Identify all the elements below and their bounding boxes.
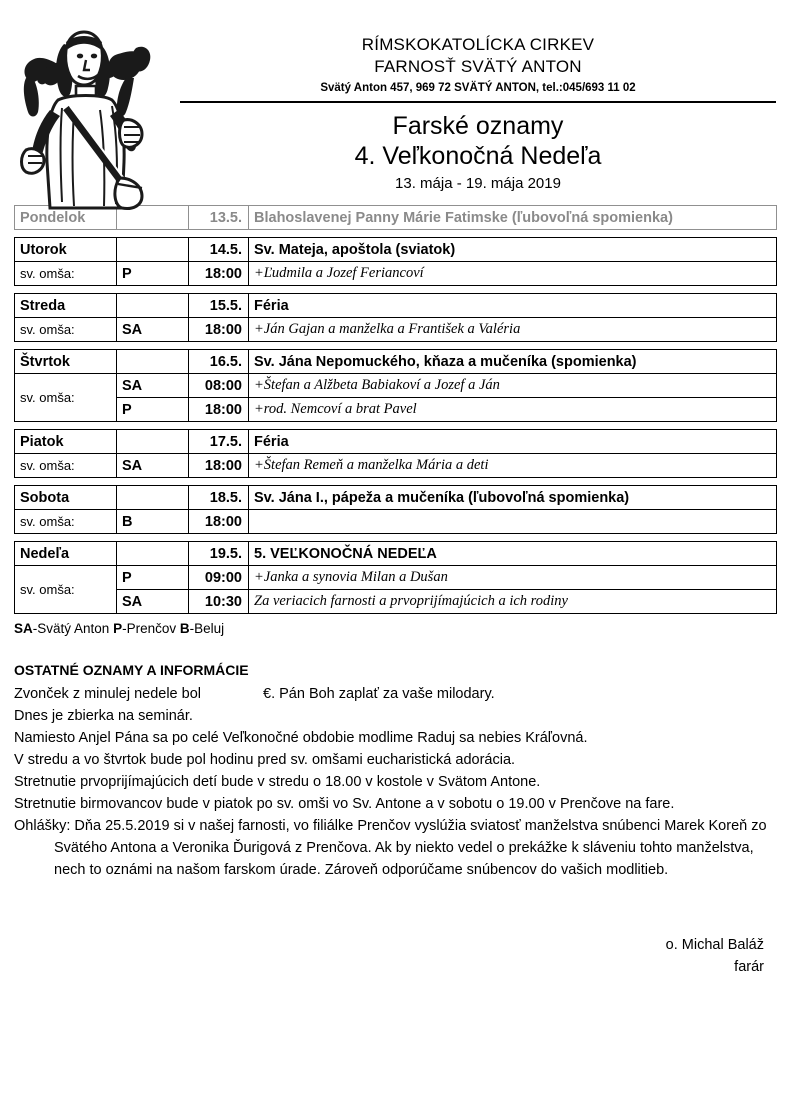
- mass-schedule: [14, 205, 776, 614]
- day-name: Štvrtok: [15, 350, 117, 374]
- legend-text-sa: -Svätý Anton: [32, 621, 114, 636]
- day-header-row: [15, 486, 777, 510]
- day-name: Streda: [15, 294, 117, 318]
- parish-contact-line: Svätý Anton 457, 969 72 SVÄTÝ ANTON, tel.:045/693 11 02: [320, 81, 636, 94]
- day-block: [14, 485, 777, 534]
- day-feast: Sv. Jána I., pápeža a mučeníka (ľubovoľná spomienka): [249, 486, 777, 510]
- announcements-section: [14, 662, 776, 881]
- day-feast: Sv. Mateja, apoštola (sviatok): [249, 238, 777, 262]
- announcements-title: OSTATNÉ OZNAMY A INFORMÁCIE: [14, 662, 249, 678]
- mass-place-code: P: [117, 566, 189, 590]
- signature-block: [666, 935, 764, 979]
- legend-code-p: P: [113, 621, 123, 636]
- mass-label: sv. omša:: [15, 454, 117, 478]
- day-header-row: [15, 238, 777, 262]
- document-header: [0, 0, 790, 205]
- day-block: [14, 349, 777, 422]
- mass-intention: Za veriacich farnosti a prvoprijímajúcich a ich rodiny: [249, 590, 777, 614]
- banns-announcement: [14, 815, 776, 881]
- mass-time: 18:00: [189, 510, 249, 534]
- abbreviation-legend: [14, 621, 776, 636]
- organization-name-line1: RÍMSKOKATOLÍCKA CIRKEV: [361, 35, 595, 54]
- day-name: Pondelok: [15, 206, 117, 230]
- day-date: 19.5.: [189, 542, 249, 566]
- day-name: Sobota: [15, 486, 117, 510]
- collection-text-after: €. Pán Boh zaplať za vaše milodary.: [263, 686, 495, 702]
- mass-label: sv. omša:: [15, 262, 117, 286]
- mass-time: 18:00: [189, 454, 249, 478]
- organization-name-line2: FARNOSŤ SVÄTÝ ANTON: [374, 57, 582, 77]
- date-range: 13. mája - 19. mája 2019: [395, 174, 561, 192]
- mass-row: [15, 510, 777, 534]
- legend-text-p: -Prenčov: [122, 621, 180, 636]
- day-header-spacer: [117, 238, 189, 262]
- day-name: Piatok: [15, 430, 117, 454]
- mass-time: 08:00: [189, 374, 249, 398]
- legend-code-b: B: [179, 621, 190, 636]
- day-date: 15.5.: [189, 294, 249, 318]
- day-feast: Blahoslavenej Panny Márie Fatimske (ľubovoľná spomienka): [249, 206, 777, 230]
- mass-row: [15, 454, 777, 478]
- mass-row: [15, 374, 777, 398]
- announcement-line: V stredu a vo štvrtok bude pol hodinu pred sv. omšami eucharistická adorácia.: [14, 752, 516, 769]
- mass-place-code: P: [117, 262, 189, 286]
- day-header-row: [15, 350, 777, 374]
- mass-place-code: B: [117, 510, 189, 534]
- mass-label: sv. omša:: [15, 510, 117, 534]
- day-header-spacer: [117, 294, 189, 318]
- day-feast: Féria: [249, 430, 777, 454]
- mass-intention: +Štefan a Alžbeta Babiakoví a Jozef a Ján: [249, 374, 777, 398]
- mass-place-code: SA: [117, 374, 189, 398]
- mass-row: [15, 398, 777, 422]
- day-block: [14, 541, 777, 614]
- mass-label: sv. omša:: [15, 374, 117, 422]
- day-feast: 5. VEĽKONOČNÁ NEDEĽA: [249, 542, 777, 566]
- mass-time: 10:30: [189, 590, 249, 614]
- good-shepherd-icon: [14, 12, 154, 212]
- mass-row: [15, 590, 777, 614]
- mass-intention: [249, 510, 777, 534]
- mass-intention: +rod. Nemcoví a brat Pavel: [249, 398, 777, 422]
- mass-time: 18:00: [189, 318, 249, 342]
- day-header-spacer: [117, 486, 189, 510]
- day-date: 16.5.: [189, 350, 249, 374]
- announcement-line: Stretnutie prvoprijímajúcich detí bude v stredu o 18.00 v kostole v Svätom Antone.: [14, 774, 541, 791]
- day-header-row: [15, 294, 777, 318]
- mass-label: sv. omša:: [15, 318, 117, 342]
- mass-time: 09:00: [189, 566, 249, 590]
- signature-name: o. Michal Baláž: [665, 937, 764, 953]
- day-block: [14, 429, 777, 478]
- legend-text-b: -Beluj: [189, 621, 225, 636]
- mass-place-code: SA: [117, 454, 189, 478]
- day-header-spacer: [117, 350, 189, 374]
- mass-intention: +Ľudmila a Jozef Feriancoví: [249, 262, 777, 286]
- legend-code-sa: SA: [14, 621, 33, 636]
- signature-role: farár: [734, 958, 764, 975]
- mass-intention: +Janka a synovia Milan a Dušan: [249, 566, 777, 590]
- mass-row: [15, 566, 777, 590]
- mass-label: sv. omša:: [15, 566, 117, 614]
- day-date: 13.5.: [189, 206, 249, 230]
- mass-place-code: SA: [117, 590, 189, 614]
- day-block: [14, 237, 777, 286]
- banns-text: Ohlášky: Dňa 25.5.2019 si v našej farnosti, vo filiálke Prenčov vyslúžia sviatosť manželstva snúbenci Marek Koreň zo Svätého Antona a Veronika Ďurigová z Prenčova. Ak by niekto vedel o prekážke k sláveniu tohto manželstva, nech to oznámi na našom farskom úrade. Zároveň odporúčame snúbencov do vašich modlitieb.: [14, 818, 767, 879]
- mass-row: [15, 262, 777, 286]
- mass-place-code: P: [117, 398, 189, 422]
- mass-intention: +Ján Gajan a manželka a František a Valéria: [249, 318, 777, 342]
- collection-announcement: [14, 683, 776, 705]
- announcement-line: Stretnutie birmovancov bude v piatok po sv. omši vo Sv. Antone a v sobotu o 19.00 v Prenčove na fare.: [14, 796, 675, 813]
- mass-intention: +Štefan Remeň a manželka Mária a deti: [249, 454, 777, 478]
- day-date: 18.5.: [189, 486, 249, 510]
- mass-time: 18:00: [189, 262, 249, 286]
- day-feast: Féria: [249, 294, 777, 318]
- announcement-line: Dnes je zbierka na seminár.: [14, 708, 193, 725]
- day-header-spacer: [117, 430, 189, 454]
- header-divider: [180, 101, 776, 103]
- day-name: Utorok: [15, 238, 117, 262]
- mass-place-code: SA: [117, 318, 189, 342]
- page-subtitle: 4. Veľkonočná Nedeľa: [354, 142, 602, 171]
- collection-text-before: Zvonček z minulej nedele bol: [14, 686, 201, 702]
- mass-time: 18:00: [189, 398, 249, 422]
- page-title: Farské oznamy: [392, 111, 564, 140]
- day-header-row: [15, 430, 777, 454]
- day-header-row: [15, 542, 777, 566]
- day-header-spacer: [117, 542, 189, 566]
- day-date: 14.5.: [189, 238, 249, 262]
- day-block: [14, 293, 777, 342]
- announcement-line: Namiesto Anjel Pána sa po celé Veľkonočné obdobie modlime Raduj sa nebies Kráľovná.: [14, 730, 588, 747]
- day-name: Nedeľa: [15, 542, 117, 566]
- mass-row: [15, 318, 777, 342]
- day-date: 17.5.: [189, 430, 249, 454]
- day-feast: Sv. Jána Nepomuckého, kňaza a mučeníka (spomienka): [249, 350, 777, 374]
